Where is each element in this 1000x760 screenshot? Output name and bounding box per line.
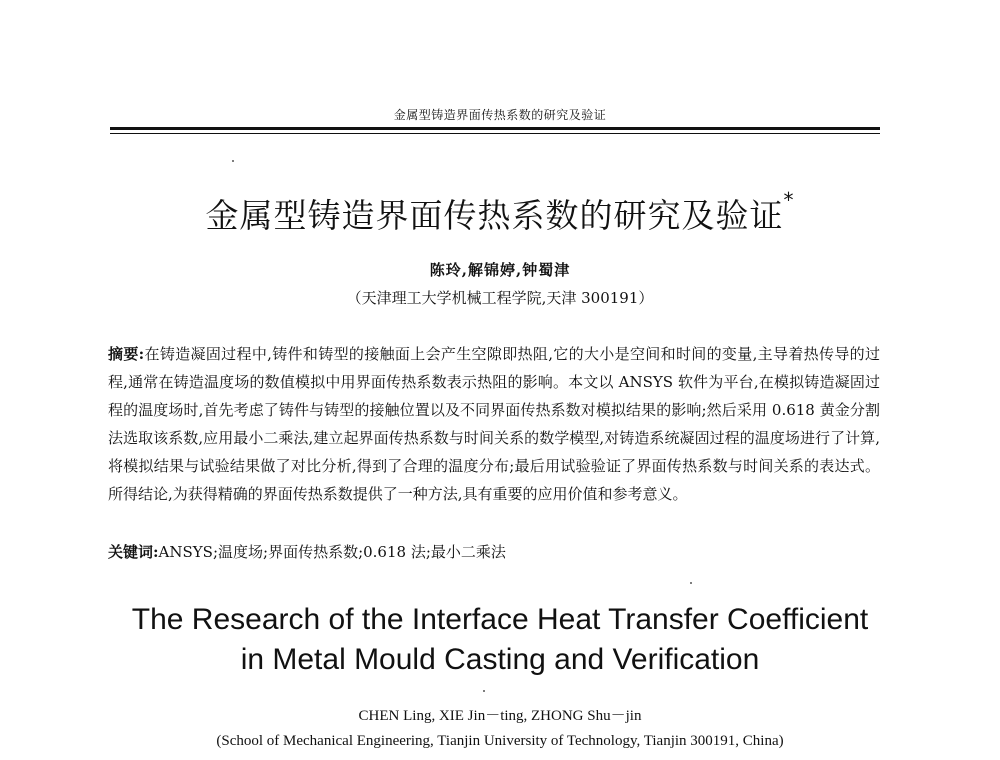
header-rule-thin: [110, 133, 880, 134]
keywords: [108, 538, 880, 566]
affiliation-chinese: （天津理工大学机械工程学院,天津 300191）: [346, 289, 654, 307]
authors-english: CHEN Ling, XIE Jin－ting, ZHONG Shu－jin: [358, 708, 642, 724]
abstract: [108, 340, 880, 508]
title-english: [0, 600, 1000, 680]
title-english-line-2: in Metal Mould Casting and Verification: [240, 643, 760, 676]
running-head: 金属型铸造界面传热系数的研究及验证: [393, 108, 607, 122]
abstract-text: 在铸造凝固过程中,铸件和铸型的接触面上会产生空隙即热阻,它的大小是空间和时间的变量,主导着热传导的过程,通常在铸造温度场的数值模拟中用界面传热系数表示热阻的影响。本文以 ANSYS 软件为平台,在模拟铸造凝固过程的温度场时,首先考虑了铸件与铸型的接触位置以及不同界面传热系数对模拟结果的影响;然后采用 0.618 黄金分割法选取该系数,应用最小二乘法,建立起界面传热系数与时间关系的数学模型,对铸造系统凝固过程的温度场进行了计算,将模拟结果与试验结果做了对比分析,得到了合理的温度分布;最后用试验验证了界面传热系数与时间关系的表达式。所得结论,为获得精确的界面传热系数提供了一种方法,具有重要的应用价值和参考意义。: [108, 345, 880, 503]
authors-chinese: 陈玲,解锦婷,钟蜀津: [429, 261, 571, 279]
title-english-line-1: The Research of the Interface Heat Transfer Coefficient: [131, 603, 869, 636]
scan-speck: [690, 582, 692, 584]
abstract-label: 摘要:: [108, 345, 145, 363]
header-rule-thick: [110, 127, 880, 130]
affiliation-english: (School of Mechanical Engineering, Tianjin University of Technology, Tianjin 300191, China): [216, 733, 784, 749]
scan-speck: [232, 160, 234, 162]
title-chinese: [0, 190, 1000, 237]
keywords-text: ANSYS;温度场;界面传热系数;0.618 法;最小二乘法: [158, 543, 506, 561]
scan-speck: [483, 690, 485, 692]
title-footnote-marker: *: [783, 188, 795, 212]
keywords-label: 关键词:: [108, 543, 159, 561]
title-chinese-text: 金属型铸造界面传热系数的研究及验证: [205, 196, 784, 235]
